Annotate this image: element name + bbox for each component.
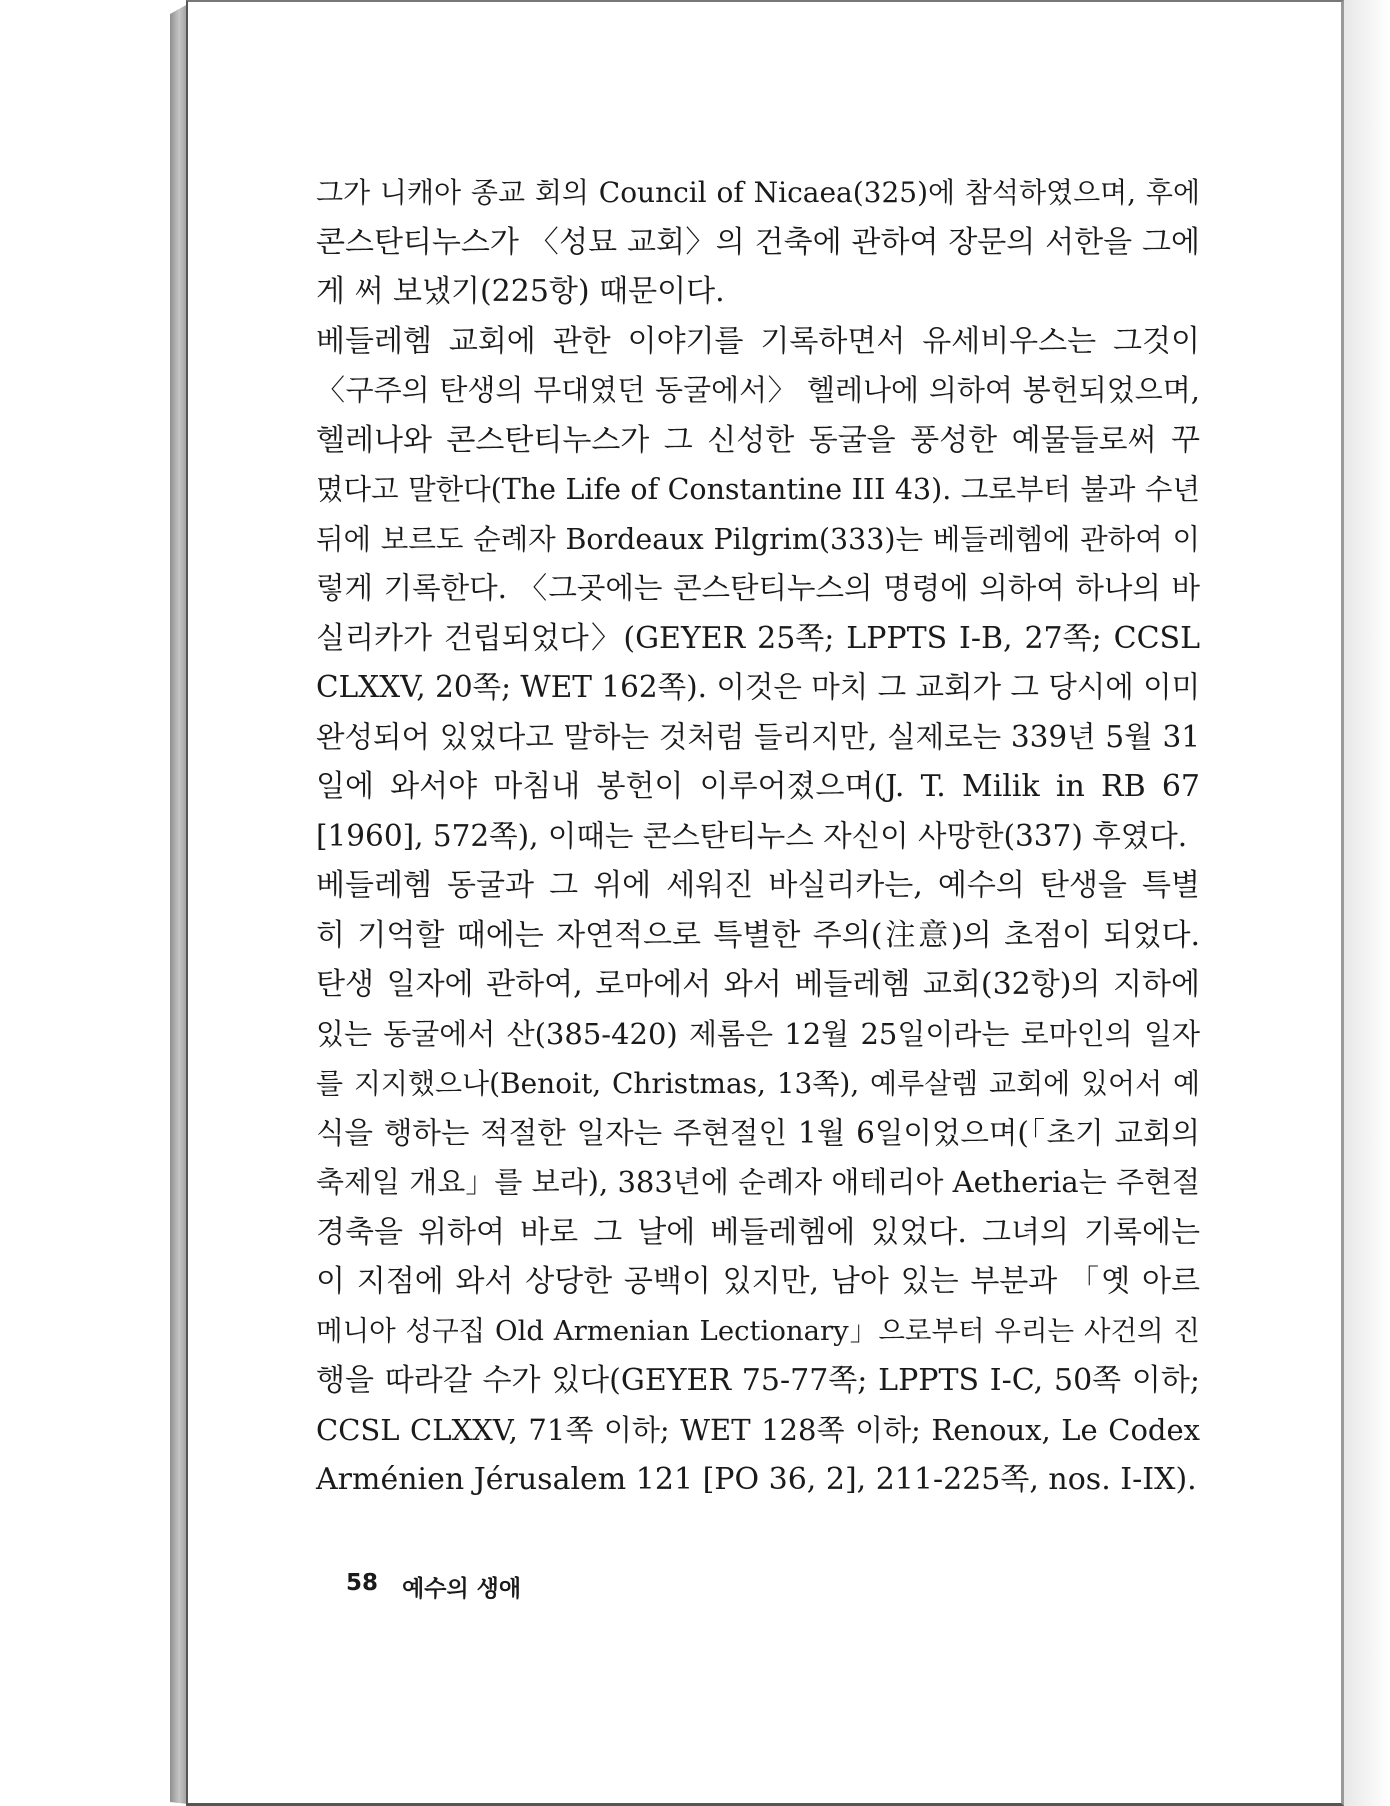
body-text — [316, 168, 1200, 1505]
running-title: 예수의 생애 — [402, 1576, 522, 1602]
text-line: 이 지점에 와서 상당한 공백이 있지만, 남아 있는 부분과 「옛 아르 — [316, 1264, 1200, 1299]
text-line: 〈구주의 탄생의 무대였던 동굴에서〉 헬레나에 의하여 봉헌되었으며, — [316, 373, 1200, 407]
text-line: 있는 동굴에서 산(385-420) 제롬은 12월 25일이라는 로마인의 일자 — [316, 1016, 1200, 1051]
text-line: 콘스탄티누스가 〈성묘 교회〉의 건축에 관하여 장문의 서한을 그에 — [316, 224, 1200, 260]
text-line: Arménien Jérusalem 121 [PO 36, 2], 211-225쪽, nos. I-IX). — [316, 1462, 1197, 1497]
text-line: 뒤에 보르도 순례자 Bordeaux Pilgrim(333)는 베들레헴에 관하여 이 — [316, 522, 1200, 556]
text-line: 그가 니캐아 종교 회의 Council of Nicaea(325)에 참석하였으며, 후에 — [316, 176, 1200, 209]
text-line: 실리카가 건립되었다〉(GEYER 25쪽; LPPTS I-B, 27쪽; CCSL — [316, 620, 1200, 656]
text-line: 경축을 위하여 바로 그 날에 베들레헴에 있었다. 그녀의 기록에는 — [316, 1214, 1200, 1250]
text-line: [1960], 572쪽), 이때는 콘스탄티누스 자신이 사망한(337) 후였다. — [316, 818, 1188, 853]
text-line: CCSL CLXXV, 71쪽 이하; WET 128쪽 이하; Renoux, Le Codex — [316, 1412, 1200, 1447]
text-line: 몄다고 말한다(The Life of Constantine III 43). 그로부터 불과 수년 — [316, 473, 1200, 506]
text-line: 완성되어 있었다고 말하는 것처럼 들리지만, 실제로는 339년 5월 31 — [316, 719, 1200, 754]
text-line: 히 기억할 때에는 자연적으로 특별한 주의(注意)의 초점이 되었다. — [316, 917, 1200, 953]
text-line: 메니아 성구집 Old Armenian Lectionary」으로부터 우리는 사건의 진 — [316, 1314, 1200, 1347]
text-line: 베들레헴 동굴과 그 위에 세워진 바실리카는, 예수의 탄생을 특별 — [316, 868, 1200, 903]
page-footer — [346, 1570, 521, 1603]
text-line: CLXXV, 20쪽; WET 162쪽). 이것은 마치 그 교회가 그 당시에 이미 — [316, 670, 1201, 704]
text-line: 렇게 기록한다. 〈그곳에는 콘스탄티누스의 명령에 의하여 하나의 바 — [316, 571, 1200, 605]
text-line: 를 지지했으나(Benoit, Christmas, 13쪽), 예루살렘 교회에 있어서 예 — [316, 1067, 1200, 1100]
text-line: 행을 따라갈 수가 있다(GEYER 75-77쪽; LPPTS I-C, 50쪽 이하; — [316, 1363, 1200, 1398]
text-line: 일에 와서야 마침내 봉헌이 이루어졌으며(J. T. Milik in RB 67 — [316, 769, 1200, 804]
text-line: 게 써 보냈기(225항) 때문이다. — [316, 274, 725, 309]
page-number: 58 — [346, 1570, 379, 1596]
text-line: 식을 행하는 적절한 일자는 주현절인 1월 6일이었으며(「초기 교회의 — [316, 1115, 1200, 1150]
text-line: 축제일 개요」를 보라), 383년에 순례자 애테리아 Aetheria는 주현절 — [316, 1165, 1200, 1199]
text-line: 베들레헴 교회에 관한 이야기를 기록하면서 유세비우스는 그것이 — [316, 323, 1200, 359]
text-line: 헬레나와 콘스탄티누스가 그 신성한 동굴을 풍성한 예물들로써 꾸 — [316, 422, 1200, 458]
text-line: 탄생 일자에 관하여, 로마에서 와서 베들레헴 교회(32항)의 지하에 — [316, 967, 1200, 1002]
page-right-shadow — [1342, 0, 1390, 1806]
